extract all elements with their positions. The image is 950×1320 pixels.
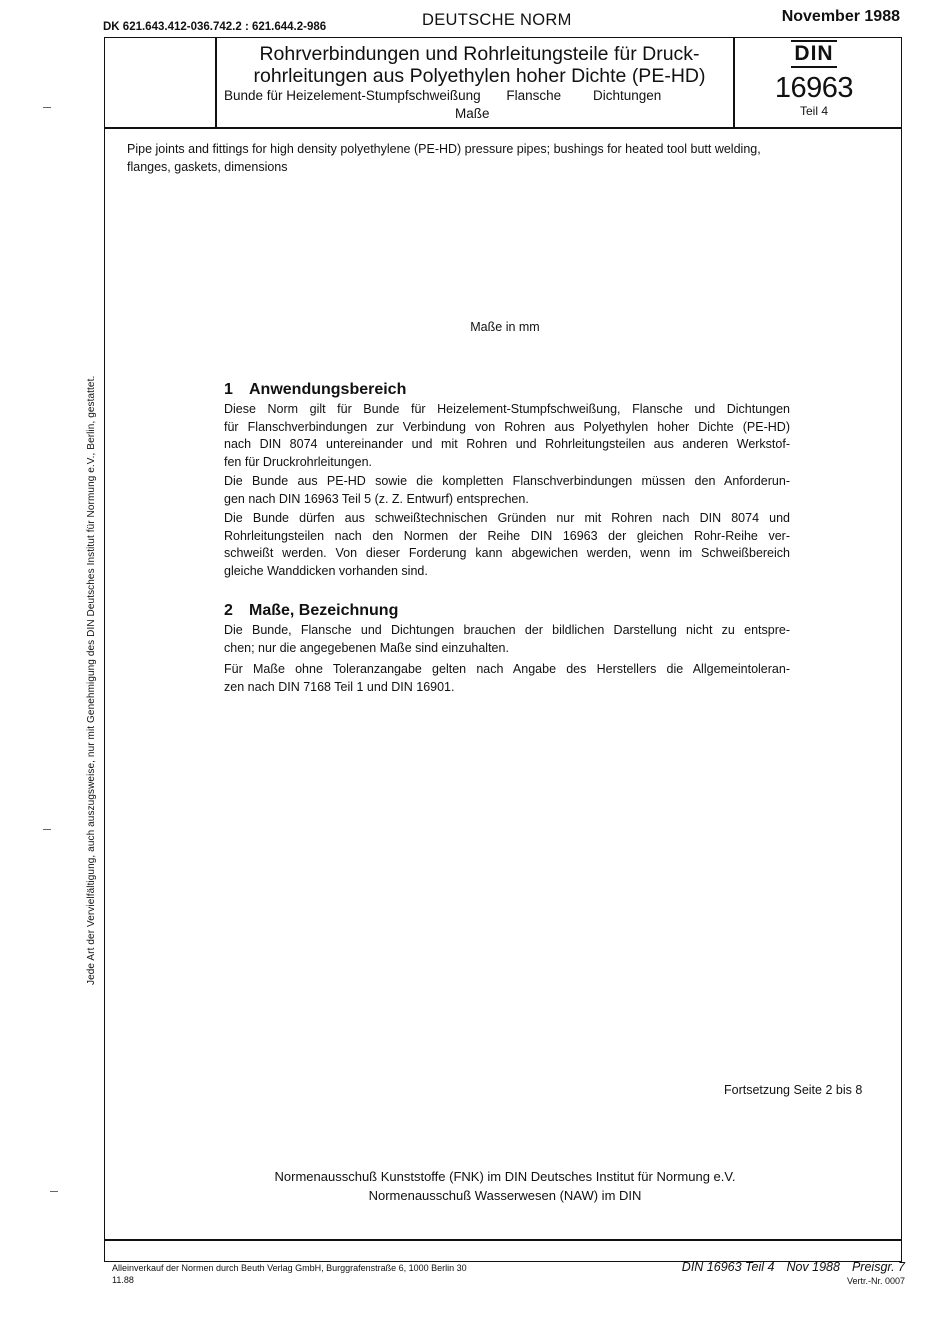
header-left-column-divider: [215, 37, 217, 128]
footer-doc-date: Nov 1988: [786, 1260, 840, 1274]
text-line: Die Bunde dürfen aus schweißtechnischen Gründen nur mit Rohren nach DIN 8074 und: [224, 511, 790, 525]
footer-price-group: Preisgr. 7: [851, 1260, 905, 1274]
subtitle-dimensions: Maße: [455, 106, 490, 121]
text-line: für Flanschverbindungen zur Verbindung von Rohren aus Polyethylen hoher Dichte (PE-HD): [224, 419, 790, 434]
section-2-paragraph-2: [224, 661, 790, 696]
text-line: Die Bunde aus PE-HD sowie die kompletten Flanschverbindungen müssen den Anforderun-: [224, 474, 790, 488]
text-line: fen für Druckrohrleitungen.: [224, 454, 372, 469]
committee-line-2: Normenausschuß Wasserwesen (NAW) im DIN: [368, 1188, 642, 1203]
english-title-line-1: Pipe joints and fittings for high density polyethylene (PE-HD) pressure pipes; bushings for heated tool butt welding,: [127, 142, 761, 156]
text-line: Für Maße ohne Toleranzangabe gelten nach Angabe des Herstellers die Allgemeintoleran-: [224, 662, 790, 676]
footer-edition: 11.88: [112, 1275, 134, 1285]
text-line: zen nach DIN 7168 Teil 1 und DIN 16901.: [224, 679, 455, 694]
subtitle-gaskets: Dichtungen: [592, 88, 662, 103]
footer-publisher: [112, 1262, 467, 1286]
din-standard-number: 16963: [774, 72, 854, 104]
units-note: Maße in mm: [470, 320, 540, 334]
committee-line-1: Normenausschuß Kunststoffe (FNK) im DIN Deutsches Institut für Normung e.V.: [274, 1169, 736, 1184]
title-line-1: Rohrverbindungen und Rohrleitungsteile für Druck-: [259, 43, 700, 65]
dk-classification: DK 621.643.412-036.742.2 : 621.644.2-986: [103, 21, 327, 33]
section-1-paragraph-1: [224, 401, 790, 471]
text-line: Die Bunde, Flansche und Dichtungen brauchen der bildlichen Darstellung nicht zu entspre-: [224, 623, 790, 637]
text-line: chen; nur die angegebenen Maße sind einzuhalten.: [224, 640, 509, 655]
din-part: Teil 4: [799, 104, 828, 118]
footer-doc-ref: DIN 16963 Teil 4: [681, 1260, 775, 1274]
footer-vertr-nr: Vertr.-Nr. 0007: [846, 1276, 905, 1286]
english-title: [127, 141, 887, 176]
continuation-note: Fortsetzung Seite 2 bis 8: [724, 1083, 863, 1097]
section-1-paragraph-3: [224, 510, 790, 580]
document-subtitle: [224, 88, 661, 103]
footer-sales-note: Alleinverkauf der Normen durch Beuth Verlag GmbH, Burggrafenstraße 6, 1000 Berlin 30: [112, 1263, 467, 1273]
document-title: [232, 43, 727, 87]
margin-mark: [43, 829, 51, 830]
footer-reference: [682, 1260, 905, 1274]
footer-divider: [104, 1239, 902, 1241]
text-line: Rohrleitungsteilen nach den Normen der Reihe DIN 16963 der gleichen Rohr-Reihe ver-: [224, 528, 790, 543]
margin-mark: [43, 107, 51, 108]
subtitle-flanges: Flansche: [506, 88, 562, 103]
section-2-number: 2: [224, 602, 233, 619]
text-line: schweißt werden. Von dieser Forderung kann abgewichen werden, wenn im Schweißbereich: [224, 546, 790, 560]
margin-mark: [50, 1191, 58, 1192]
section-2-title: Maße, Bezeichnung: [249, 602, 399, 619]
section-1-paragraph-2: [224, 473, 790, 508]
text-line: gen nach DIN 16963 Teil 5 (z. Z. Entwurf) entsprechen.: [224, 491, 529, 506]
section-1-heading: [224, 381, 406, 399]
text-line: gleiche Wanddicken vorhanden sind.: [224, 563, 428, 578]
text-line: Diese Norm gilt für Bunde für Heizelement-Stumpfschweißung, Flansche und Dichtungen: [224, 402, 790, 416]
section-1-title: Anwendungsbereich: [249, 381, 407, 398]
subtitle-bushings: Bunde für Heizelement-Stumpfschweißung: [224, 88, 481, 103]
title-line-2: rohrleitungen aus Polyethylen hoher Dichte (PE-HD): [253, 65, 706, 87]
english-title-line-2: flanges, gaskets, dimensions: [127, 159, 288, 174]
section-2-heading: [224, 602, 398, 620]
publication-date: November 1988: [781, 8, 900, 25]
section-1-number: 1: [224, 381, 233, 398]
section-2-paragraph-1: [224, 622, 790, 657]
norm-type-label: DEUTSCHE NORM: [422, 11, 572, 29]
header-right-column-divider: [733, 37, 735, 128]
copyright-side-note: Jede Art der Vervielfältigung, auch auszugsweise, nur mit Genehmigung des DIN Deutsches Institut für Normung e.V., Berlin, gestattet.: [86, 375, 97, 985]
header-divider: [104, 127, 902, 129]
din-logo: DIN: [791, 40, 837, 68]
text-line: nach DIN 8074 untereinander und mit Rohren und Rohrleitungsteilen aus anderen Werkstof-: [224, 437, 790, 451]
